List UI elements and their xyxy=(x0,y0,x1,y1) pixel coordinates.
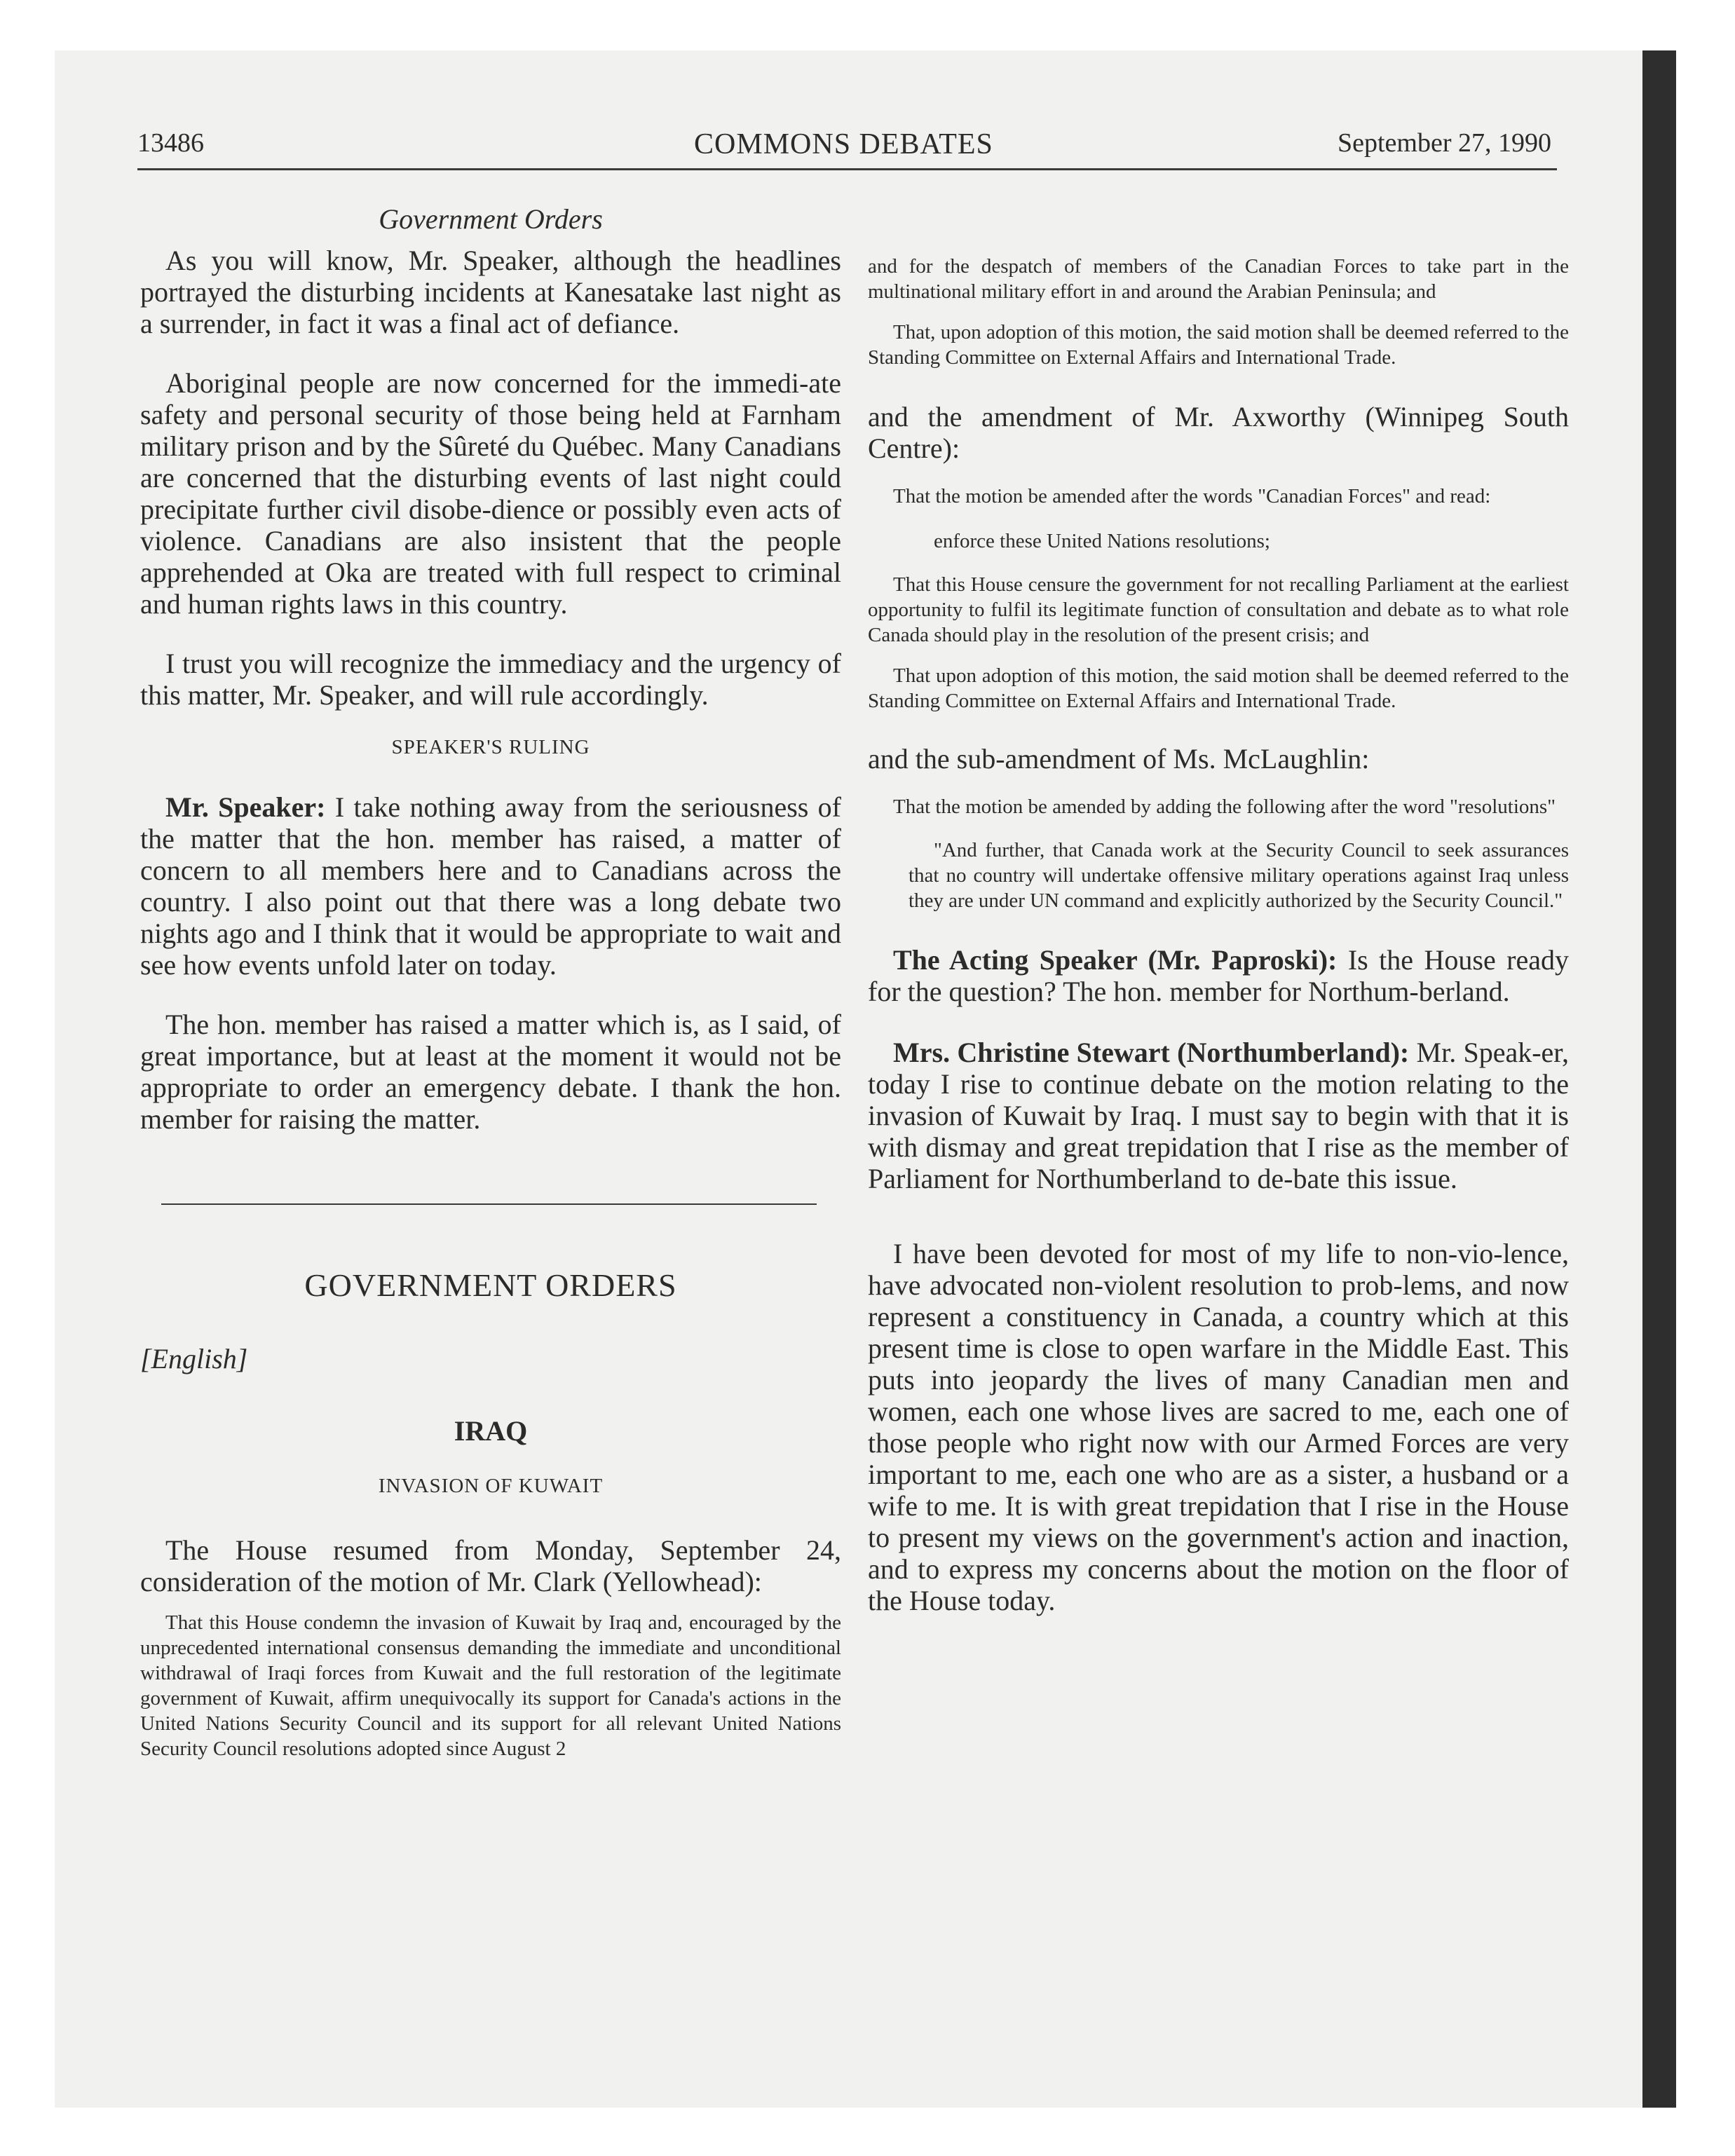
publication-date: September 27, 1990 xyxy=(1338,128,1552,158)
motion-referral: That, upon adoption of this motion, the said motion shall be deemed referred to the Standing Committee on External Affairs and International Trade. xyxy=(868,321,1569,369)
motion-continuation: and for the despatch of members of the Canadian Forces to take part in the multinational military effort in and around the Arabian Peninsula; and xyxy=(868,255,1569,303)
paragraph-defiance: As you will know, Mr. Speaker, although the headlines portrayed the disturbing incidents at Kanesatake last night as a surrender, in fact it was a final act of defiance. xyxy=(140,245,841,339)
page-number: 13486 xyxy=(137,128,204,158)
scan-edge-bar xyxy=(1642,50,1676,2108)
speaker-label: Mr. Speaker: xyxy=(165,791,326,823)
left-column xyxy=(140,203,841,1761)
government-orders-heading: GOVERNMENT ORDERS xyxy=(304,1267,677,1303)
speaker-ruling-paragraph xyxy=(140,791,841,981)
paragraph-no-debate: The hon. member has raised a matter which is, as I said, of great importance, but at least at the moment it would not be appropriate to order an emergency debate. I thank the hon. member for raising the matter. xyxy=(140,1009,841,1135)
header-rule xyxy=(137,168,1557,170)
subamendment-text-1: That the motion be amended by adding the following after the word "resolutions" xyxy=(893,796,1556,818)
section-divider xyxy=(161,1203,817,1205)
acting-speaker-paragraph xyxy=(868,944,1569,1007)
house-resumed-paragraph: The House resumed from Monday, September 24, consideration of the motion of Mr. Clark (Yellowhead): xyxy=(140,1534,841,1597)
paragraph-aboriginal: Aboriginal people are now concerned for the immedi-ate safety and personal security of those being held at Farnham military prison and by the Sûreté du Québec. Many Canadians are concerned that the disturbing events of last night could precipitate further civil disobe-dience or possibly even acts of violence. Canadians are also insistent that the people apprehended at Oka are treated with full respect to criminal and human rights laws in this country. xyxy=(140,367,841,620)
amendment-text-3: That this House censure the government for not recalling Parliament at the earliest opportunity to fulfil its legitimate function of consultation and debate as to what role Canada should play in the resolution of the present crisis; and xyxy=(868,573,1569,646)
language-tag: [English] xyxy=(140,1343,248,1374)
publication-title: COMMONS DEBATES xyxy=(694,128,993,161)
acting-speaker-text: Is the House ready for the question? The hon. member for Northum-berland. xyxy=(868,944,1569,1007)
paragraph-non-violence: I have been devoted for most of my life to non-vio-lence, have advocated non-violent resolution to prob-lems, and now represent a constituency in Canada, a country which at this present time is close to open warfare in the Middle East. This puts into jeopardy the lives of many Canadian men and women, each one whose lives are sacred to me, each one of those people who right now with our Armed Forces are very important to me, each one who are as a sister, a husband or a wife to me. It is with great trepidation that I rise in the House to present my views on the government's action and inaction, and to express my concerns about the motion on the floor of the House today. xyxy=(868,1238,1569,1616)
stewart-text: Mr. Speak-er, today I rise to continue debate on the motion relating to the invasion of Kuwait by Iraq. I must say to begin with that it is with dismay and great trepidation that I rise as the member of Parliament for Northumberland to de-bate this issue. xyxy=(868,1037,1570,1194)
amendment-text-1: That the motion be amended after the words "Canadian Forces" and read: xyxy=(893,485,1491,507)
invasion-heading: INVASION OF KUWAIT xyxy=(378,1475,604,1497)
paragraph-trust: I trust you will recognize the immediacy and the urgency of this matter, Mr. Speaker, and will rule accordingly. xyxy=(140,648,841,711)
stewart-paragraph xyxy=(868,1037,1569,1194)
acting-speaker-label: The Acting Speaker (Mr. Paproski): xyxy=(893,944,1338,976)
right-column xyxy=(868,254,1569,1616)
speakers-ruling-heading: SPEAKER'S RULING xyxy=(391,736,590,758)
subamendment-intro: and the sub-amendment of Ms. McLaughlin: xyxy=(868,743,1370,775)
section-label: Government Orders xyxy=(379,203,603,235)
subamendment-text-2: "And further, that Canada work at the Security Council to seek assurances that no country will undertake offensive military operations against Iraq unless they are under UN command and explicitly authorized by the Security Council." xyxy=(909,839,1569,912)
motion-quote: That this House condemn the invasion of Kuwait by Iraq and, encouraged by the unprecedented international consensus demanding the immediate and unconditional withdrawal of Iraqi forces from Kuwait and the full restoration of the legitimate government of Kuwait, affirm unequivocally its support for Canada's actions in the United Nations Security Council and its support for all relevant United Nations Security Council resolutions adopted since August 2 xyxy=(140,1611,841,1760)
amendment-text-4: That upon adoption of this motion, the said motion shall be deemed referred to the Standing Committee on External Affairs and International Trade. xyxy=(868,664,1569,712)
stewart-label: Mrs. Christine Stewart (Northumberland): xyxy=(893,1037,1410,1068)
iraq-heading: IRAQ xyxy=(454,1415,528,1447)
amendment-text-2: enforce these United Nations resolutions; xyxy=(934,530,1270,552)
amendment-intro: and the amendment of Mr. Axworthy (Winnipeg South Centre): xyxy=(868,401,1569,464)
speaker-text: I take nothing away from the seriousness of the matter that the hon. member has raised, a matter of concern to all members here and to Canadians across the country. I also point out that there was a long debate two nights ago and I think that it would be appropriate to wait and see how events unfold later on today. xyxy=(140,791,842,981)
